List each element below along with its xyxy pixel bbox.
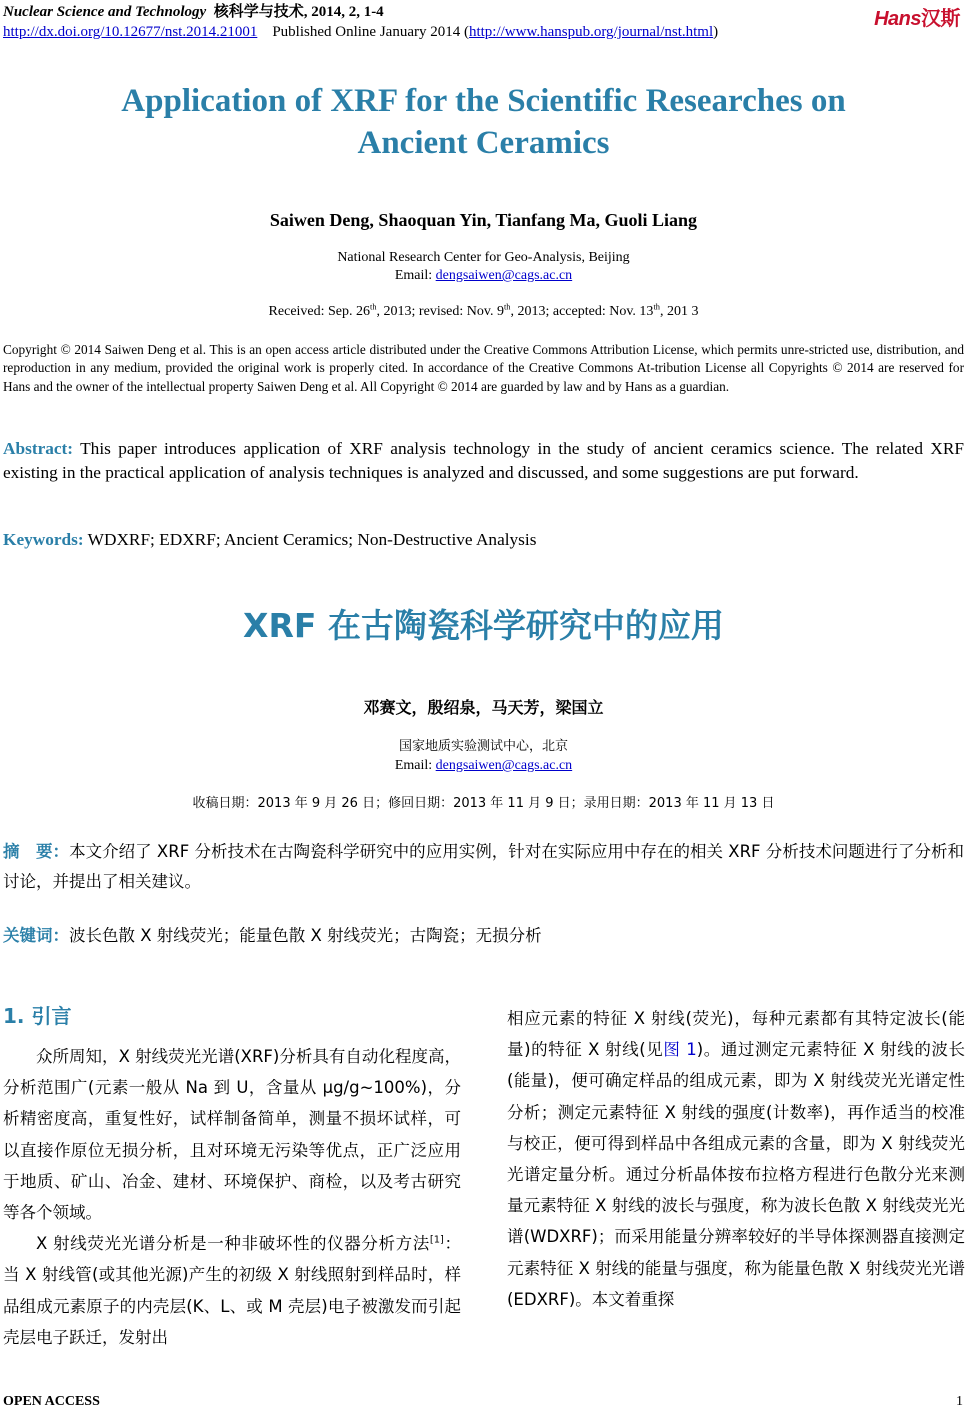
- intro-p2-text-a: X 射线荧光光谱分析是一种非破坏性的仪器分析方法: [36, 1234, 430, 1254]
- keywords-label-cn: 关键词：: [3, 926, 69, 945]
- authors-cn: 邓赛文，殷绍泉，马天芳，梁国立: [363, 698, 604, 717]
- intro-paragraph-2: [3, 1228, 461, 1353]
- right-column: [507, 1003, 965, 1315]
- journal-name: [3, 2, 964, 22]
- abstract-text-cn: 本文介绍了 XRF 分析技术在古陶瓷科学研究中的应用实例，针对在实际应用中存在的相关 XRF 分析技术问题进行了分析和讨论，并提出了相关建议。: [3, 842, 965, 891]
- affiliation-cn: 国家地质实验测试中心，北京: [398, 739, 568, 754]
- email-line-cn: [0, 756, 967, 775]
- intro-paragraph-1: 众所周知，X 射线荧光光谱(XRF)分析具有自动化程度高，分析范围广(元素一般从 Na 到 U，含量从 μg/g~100%)，分析精密度高，重复性好，试样制备简单，测量不损坏试样，可以直接作原位无损分析，且对环境无污染等优点，正广泛应用于地质、矿山、冶金、建材、环境保护、商检，以及考古研究等各个领域。: [3, 1047, 461, 1223]
- received-text-1: Received: Sep. 26: [268, 304, 371, 319]
- section-heading-introduction: 1. 引言: [3, 1004, 72, 1028]
- authors-en: Saiwen Deng, Shaoquan Yin, Tianfang Ma, Guoli Liang: [269, 210, 698, 230]
- abstract-label-en: Abstract:: [3, 439, 74, 458]
- intro-p2-text-b: ：当 X 射线管(或其他光源)产生的初级 X 射线照射到样品时，样品组成元素原子的内壳层(K、L、或 M 壳层)电子被激发而引起壳层电子跃迁，发射出: [3, 1234, 461, 1347]
- logo-text-cn: 汉斯: [921, 6, 960, 30]
- affiliation-en: National Research Center for Geo-Analysis, Beijing: [337, 250, 630, 265]
- keywords-text-en: WDXRF; EDXRF; Ancient Ceramics; Non-Destructive Analysis: [83, 530, 537, 549]
- title-en-line1: Application of XRF for the Scientific Researches on: [121, 83, 846, 119]
- abstract-text-en: This paper introduces application of XRF analysis technology in the study of ancient ceramics science. The related XRF existing in the practical application of analysis techniques is analyzed and discussed, and some suggestions are put forward.: [3, 439, 964, 482]
- keywords-label-en: Keywords:: [3, 530, 84, 549]
- received-dates-en: [0, 304, 967, 320]
- published-close-paren: ): [713, 24, 719, 40]
- published-online-text: Published Online January 2014 (: [272, 24, 469, 40]
- page-header: [3, 2, 964, 42]
- received-text-2: , 2013; revised: Nov. 9: [376, 304, 504, 319]
- logo-text-en: Hans: [874, 8, 921, 30]
- keywords-en: [3, 530, 964, 550]
- intro-paragraph-continued: [507, 1003, 965, 1315]
- affiliation-block-en: [0, 249, 967, 285]
- right-text-b: )。通过测定元素特征 X 射线的波长(能量)，便可确定样品的组成元素，即为 X 射线荧光光谱定性分析；测定元素特征 X 射线的强度(计数率)，再作适当的校准与校正，便可得到样品中各组成元素的含量，即为 X 射线荧光光谱定量分析。通过分析晶体按布拉格方程进行色散分光来测量元素特征 X 射线的波长与强度，称为波长色散 X 射线荧光光谱(WDXRF)；而采用能量分辨率较好的半导体探测器直接测定元素特征 X 射线的能量与强度，称为能量色散 X 射线荧光光谱(EDXRF)。本文着重探: [507, 1040, 965, 1309]
- received-text-4: , 201 3: [659, 304, 699, 319]
- paper-title-en: [0, 80, 967, 164]
- abstract-label-cn: 摘 要：: [3, 842, 70, 861]
- email-line-en: [0, 267, 967, 285]
- received-sup-1: th: [370, 302, 377, 312]
- received-text-3: , 2013; accepted: Nov. 13: [510, 304, 654, 319]
- publisher-logo: [874, 2, 960, 31]
- publication-line: [3, 22, 964, 42]
- received-sup-2: th: [503, 302, 511, 312]
- figure-1-link[interactable]: 图 1: [663, 1040, 697, 1060]
- left-column: [3, 1041, 461, 1353]
- page-number: 1: [956, 1394, 963, 1409]
- email-link-en[interactable]: dengsaiwen@cags.ac.cn: [435, 268, 573, 283]
- abstract-en: [3, 437, 964, 484]
- received-sup-3: th: [653, 302, 660, 312]
- copyright-notice: Copyright © 2014 Saiwen Deng et al. This is an open access article distributed under the Creative Commons Attribution License, which permits unre-stricted use, distribution, and reproduction in any medium, provided the original work is properly cited. In accordance of the Creative Commons At-tribution License all Copyrights © 2014 are reserved for Hans and the owner of the intellectual property Saiwen Deng et al. All Copyright © 2014 are guarded by law and by Hans as a guardian.: [3, 342, 964, 394]
- email-label-cn: Email:: [394, 758, 436, 773]
- keywords-text-cn: 波长色散 X 射线荧光；能量色散 X 射线荧光；古陶瓷；无损分析: [69, 926, 542, 945]
- received-dates-cn: 收稿日期：2013 年 9 月 26 日；修回日期：2013 年 11 月 9 日；录用日期：2013 年 11 月 13 日: [192, 796, 775, 811]
- keywords-cn: [3, 922, 964, 946]
- abstract-cn: [3, 837, 964, 897]
- journal-name-cn: 核科学与技术, 2014, 2, 1-4: [213, 4, 384, 20]
- journal-name-en: Nuclear Science and Technology: [3, 4, 207, 20]
- open-access-label: OPEN ACCESS: [3, 1394, 100, 1409]
- citation-ref-1[interactable]: [1]: [429, 1234, 444, 1246]
- affiliation-block-cn: [0, 737, 967, 775]
- paper-title-cn: XRF 在古陶瓷科学研究中的应用: [243, 606, 724, 645]
- right-text-a: 相应元素的特征 X 射线(荧光)，每种元素都有其特定波长(能量)的特征 X 射线(见: [507, 1009, 965, 1060]
- journal-url-link[interactable]: http://www.hanspub.org/journal/nst.html: [468, 24, 714, 40]
- doi-link[interactable]: http://dx.doi.org/10.12677/nst.2014.21001: [3, 24, 258, 40]
- email-label-en: Email:: [394, 268, 436, 283]
- email-link-cn[interactable]: dengsaiwen@cags.ac.cn: [435, 758, 573, 773]
- title-en-line2: Ancient Ceramics: [357, 125, 610, 161]
